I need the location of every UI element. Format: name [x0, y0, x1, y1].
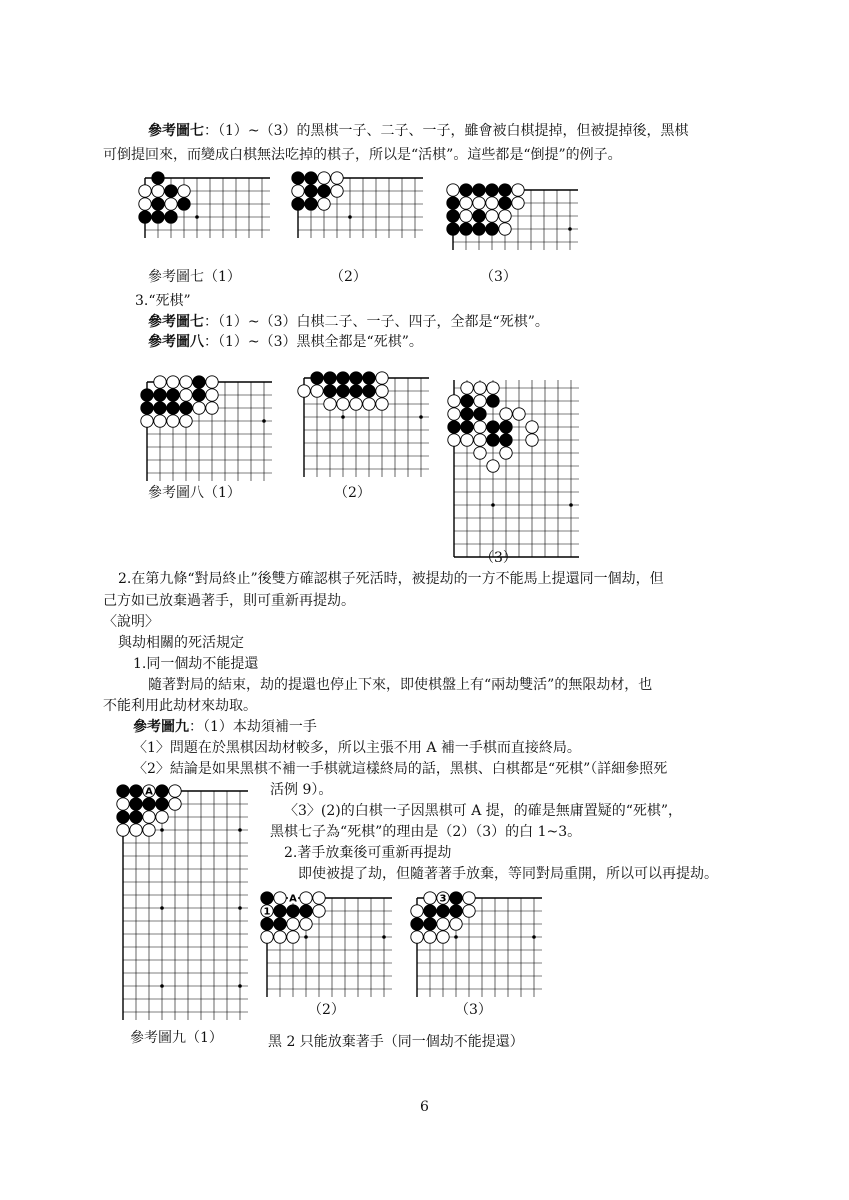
black-stone — [154, 402, 166, 414]
star-point — [262, 419, 266, 423]
white-stone — [313, 892, 325, 904]
white-stone — [141, 415, 153, 427]
black-stone — [300, 905, 312, 917]
black-stone — [461, 421, 473, 433]
ref9-heading: 參考圖九 — [133, 719, 189, 735]
white-stone — [437, 931, 449, 943]
go-board-svg — [139, 374, 272, 481]
black-stone — [193, 389, 205, 401]
rule-1-line1: 隨著對局的結束，劫的提還也停止下來，即使棋盤上有“兩劫雙活”的無限劫材，也 — [148, 677, 653, 693]
black-stone — [141, 402, 153, 414]
white-stone — [324, 398, 336, 410]
paragraph-rule2-line1: 2.在第九條“對局終止”後雙方確認棋子死活時，被提劫的一方不能馬上提還同一個劫，但 — [118, 571, 664, 587]
black-stone — [193, 376, 205, 388]
star-point — [160, 906, 164, 910]
white-stone — [180, 376, 192, 388]
black-stone — [460, 223, 472, 235]
rule-title: 與劫相關的死活規定 — [118, 635, 244, 651]
star-point — [160, 984, 164, 988]
white-stone — [154, 415, 166, 427]
white-stone — [448, 395, 460, 407]
black-stone — [165, 211, 177, 223]
paragraph-ref7-line2: 可倒提回來，而變成白棋無法吃掉的棋子，所以是“活棋”。這些都是“倒提”的例子。 — [103, 147, 622, 163]
white-stone — [424, 931, 436, 943]
white-stone — [287, 931, 299, 943]
white-stone — [180, 389, 192, 401]
white-stone — [512, 184, 524, 196]
black-stone — [461, 395, 473, 407]
black-stone — [448, 421, 460, 433]
black-stone — [486, 184, 498, 196]
white-stone — [298, 385, 310, 397]
ref8-text: ：（1）~（3）黑棋全都是“死棋”。 — [204, 334, 423, 350]
white-stone — [274, 892, 286, 904]
white-stone — [512, 197, 524, 209]
white-stone — [292, 185, 304, 197]
go-board-svg — [445, 182, 578, 250]
black-stone — [487, 395, 499, 407]
caption-ref7-2: （2） — [330, 269, 367, 285]
go-board-ref8-3 — [446, 380, 579, 569]
white-stone — [376, 398, 388, 410]
black-stone — [130, 798, 142, 810]
star-point — [304, 935, 308, 939]
white-stone — [424, 892, 436, 904]
go-board-ref7-3 — [445, 182, 578, 254]
black-stone — [292, 198, 304, 210]
black-stone — [274, 905, 286, 917]
black-stone — [424, 905, 436, 917]
star-point — [454, 935, 458, 939]
black-stone — [337, 372, 349, 384]
section-dead-stones: 3.“死棋” — [135, 293, 191, 309]
white-stone — [180, 415, 192, 427]
black-stone — [152, 172, 164, 184]
go-board-svg — [409, 890, 542, 997]
white-stone — [499, 223, 511, 235]
black-stone — [447, 223, 459, 235]
caption-ref9-note: 黑 2 只能放棄著手（同一個劫不能提還） — [268, 1034, 524, 1050]
white-stone — [411, 905, 423, 917]
black-stone — [261, 892, 273, 904]
black-stone — [474, 408, 486, 420]
white-stone — [447, 184, 459, 196]
black-stone — [461, 408, 473, 420]
black-stone — [130, 811, 142, 823]
stone-label: A — [145, 786, 153, 798]
white-stone — [474, 447, 486, 459]
black-stone — [324, 372, 336, 384]
star-point — [348, 215, 352, 219]
white-stone — [206, 389, 218, 401]
black-stone — [411, 918, 423, 930]
white-stone — [526, 434, 538, 446]
black-stone — [486, 223, 498, 235]
paragraph-ref7-line1 — [148, 122, 689, 141]
white-stone — [526, 421, 538, 433]
white-stone — [363, 398, 375, 410]
black-stone — [154, 389, 166, 401]
white-stone — [513, 408, 525, 420]
white-stone — [331, 185, 343, 197]
white-stone — [460, 210, 472, 222]
white-stone — [261, 931, 273, 943]
go-board-svg — [296, 370, 429, 477]
caption-ref8-3: （3） — [480, 550, 517, 566]
go-board-ref7-1 — [137, 170, 270, 242]
black-stone — [261, 918, 273, 930]
white-stone — [193, 402, 205, 414]
white-stone — [169, 798, 181, 810]
white-stone — [474, 382, 486, 394]
white-stone — [331, 172, 343, 184]
caption-ref7-3: （3） — [480, 269, 517, 285]
black-stone — [487, 434, 499, 446]
note-1: 〈1〉問題在於黑棋因劫材較多，所以主張不用 A 補一手棋而直接終局。 — [133, 740, 581, 756]
go-board-ref7-2 — [290, 170, 423, 242]
white-stone — [167, 376, 179, 388]
white-stone — [274, 931, 286, 943]
rule-1-line2: 不能利用此劫材來劫取。 — [103, 698, 257, 714]
go-board-svg — [115, 783, 248, 1020]
rule-2-line1: 即使被提了劫，但隨著著手放棄，等同對局重開，所以可以再提劫。 — [298, 866, 718, 882]
stone-label: 1 — [263, 906, 271, 918]
explanation-label: 〈說明〉 — [103, 614, 159, 630]
black-stone — [117, 811, 129, 823]
white-stone — [300, 892, 312, 904]
white-stone — [156, 811, 168, 823]
white-stone — [500, 408, 512, 420]
white-stone — [313, 905, 325, 917]
star-point — [532, 935, 536, 939]
white-stone — [448, 434, 460, 446]
go-board-svg — [137, 170, 270, 238]
white-stone — [167, 415, 179, 427]
black-stone — [287, 905, 299, 917]
ref7-text: ：（1）~（3）的黑棋一子、二子、一子，雖會被白棋提掉，但被提掉後，黑棋 — [204, 123, 689, 139]
black-stone — [324, 385, 336, 397]
black-stone — [117, 785, 129, 797]
star-point — [569, 503, 573, 507]
caption-ref9-1: 參考圖九（1） — [130, 1030, 223, 1046]
black-stone — [292, 172, 304, 184]
white-stone — [143, 811, 155, 823]
white-stone — [448, 408, 460, 420]
black-stone — [165, 185, 177, 197]
black-stone — [152, 198, 164, 210]
white-stone — [117, 798, 129, 810]
white-stone — [318, 172, 330, 184]
white-stone — [474, 395, 486, 407]
black-stone — [447, 210, 459, 222]
white-stone — [486, 197, 498, 209]
white-stone — [350, 398, 362, 410]
star-point — [341, 415, 345, 419]
go-board-svg — [259, 890, 392, 997]
white-stone — [152, 185, 164, 197]
white-stone — [206, 376, 218, 388]
black-stone — [139, 211, 151, 223]
star-point — [195, 215, 199, 219]
paragraph-ref9 — [133, 718, 317, 737]
white-stone — [463, 905, 475, 917]
black-stone — [156, 785, 168, 797]
white-stone — [165, 198, 177, 210]
white-stone — [311, 385, 323, 397]
white-stone — [474, 434, 486, 446]
go-board-ref9-3 — [409, 890, 542, 1001]
note-2-line1: 〈2〉結論是如果黑棋不補一手棋就這樣終局的話，黑棋、白棋都是“死棋”（詳細參照死 — [133, 761, 668, 777]
white-stone — [487, 382, 499, 394]
black-stone — [141, 389, 153, 401]
black-stone — [143, 798, 155, 810]
go-board-ref9-1 — [115, 783, 248, 1024]
white-stone — [437, 918, 449, 930]
white-stone — [460, 197, 472, 209]
star-point — [238, 828, 242, 832]
paragraph-ref8 — [148, 333, 423, 352]
black-stone — [311, 372, 323, 384]
paragraph-rule2-line2: 己方如已放棄過著手，則可重新再提劫。 — [103, 593, 355, 609]
black-stone — [337, 385, 349, 397]
white-stone — [318, 198, 330, 210]
black-stone — [460, 184, 472, 196]
black-stone — [473, 223, 485, 235]
white-stone — [178, 185, 190, 197]
black-stone — [350, 385, 362, 397]
white-stone — [376, 372, 388, 384]
black-stone — [424, 918, 436, 930]
note-2-line2: 活例 9）。 — [270, 782, 333, 798]
black-stone — [178, 198, 190, 210]
white-stone — [474, 421, 486, 433]
white-stone — [130, 824, 142, 836]
black-stone — [167, 389, 179, 401]
go-board-ref9-2 — [259, 890, 392, 1001]
rule-1-heading: 1.同一個劫不能提還 — [133, 656, 259, 672]
white-stone — [473, 197, 485, 209]
white-stone — [169, 785, 181, 797]
black-stone — [350, 372, 362, 384]
caption-ref9-3: （3） — [455, 1002, 492, 1018]
black-stone — [167, 402, 179, 414]
black-stone — [499, 184, 511, 196]
black-stone — [500, 434, 512, 446]
black-stone — [447, 197, 459, 209]
white-stone — [206, 402, 218, 414]
star-point — [238, 984, 242, 988]
go-board-svg — [290, 170, 423, 238]
white-stone — [487, 460, 499, 472]
star-point — [568, 227, 572, 231]
black-stone — [363, 372, 375, 384]
black-stone — [156, 798, 168, 810]
caption-ref8-1: 參考圖八（1） — [148, 485, 241, 501]
black-stone — [363, 385, 375, 397]
go-board-ref8-2 — [296, 370, 429, 481]
white-stone — [337, 398, 349, 410]
black-stone — [130, 785, 142, 797]
white-stone — [376, 385, 388, 397]
white-stone — [499, 210, 511, 222]
caption-ref7-1: 參考圖七（1） — [148, 269, 241, 285]
ref9-text: ：（1）本劫須補一手 — [189, 719, 317, 735]
white-stone — [287, 918, 299, 930]
black-stone — [450, 892, 462, 904]
black-stone — [180, 402, 192, 414]
white-stone — [117, 824, 129, 836]
ref7-dead-heading: 參考圖七 — [148, 314, 204, 330]
ref8-heading: 參考圖八 — [148, 334, 204, 350]
white-stone — [463, 892, 475, 904]
white-stone — [461, 434, 473, 446]
note-3-line2: 黑棋七子為“死棋”的理由是（2）（3）的白 1~3。 — [270, 824, 582, 840]
paragraph-ref7-dead — [148, 313, 549, 332]
black-stone — [499, 197, 511, 209]
black-stone — [318, 185, 330, 197]
white-stone — [411, 931, 423, 943]
black-stone — [500, 421, 512, 433]
note-3-line1: 〈3〉(2)的白棋一子因黑棋可 A 提，的確是無庸置疑的“死棋”， — [284, 803, 683, 819]
white-stone — [139, 198, 151, 210]
star-point — [419, 415, 423, 419]
black-stone — [437, 905, 449, 917]
black-stone — [473, 184, 485, 196]
rule-2-heading: 2.著手放棄後可重新再提劫 — [284, 845, 452, 861]
black-stone — [473, 210, 485, 222]
page-number: 6 — [420, 1099, 429, 1115]
white-stone — [154, 376, 166, 388]
black-stone — [152, 211, 164, 223]
black-stone — [305, 185, 317, 197]
stone-label: A — [289, 893, 297, 905]
black-stone — [450, 905, 462, 917]
stone-label: 3 — [439, 893, 447, 905]
white-stone — [139, 185, 151, 197]
star-point — [382, 935, 386, 939]
ref7-heading: 參考圖七 — [148, 123, 204, 139]
star-point — [238, 906, 242, 910]
white-stone — [450, 918, 462, 930]
go-board-svg — [446, 380, 579, 565]
white-stone — [461, 382, 473, 394]
star-point — [491, 503, 495, 507]
black-stone — [305, 172, 317, 184]
caption-ref9-2: （2） — [308, 1002, 345, 1018]
black-stone — [487, 421, 499, 433]
white-stone — [143, 824, 155, 836]
black-stone — [274, 918, 286, 930]
star-point — [160, 828, 164, 832]
white-stone — [486, 210, 498, 222]
white-stone — [500, 447, 512, 459]
go-board-ref8-1 — [139, 374, 272, 485]
black-stone — [305, 198, 317, 210]
white-stone — [300, 918, 312, 930]
caption-ref8-2: （2） — [334, 485, 371, 501]
ref7-dead-text: ：（1）~（3）白棋二子、一子、四子，全都是“死棋”。 — [204, 314, 549, 330]
